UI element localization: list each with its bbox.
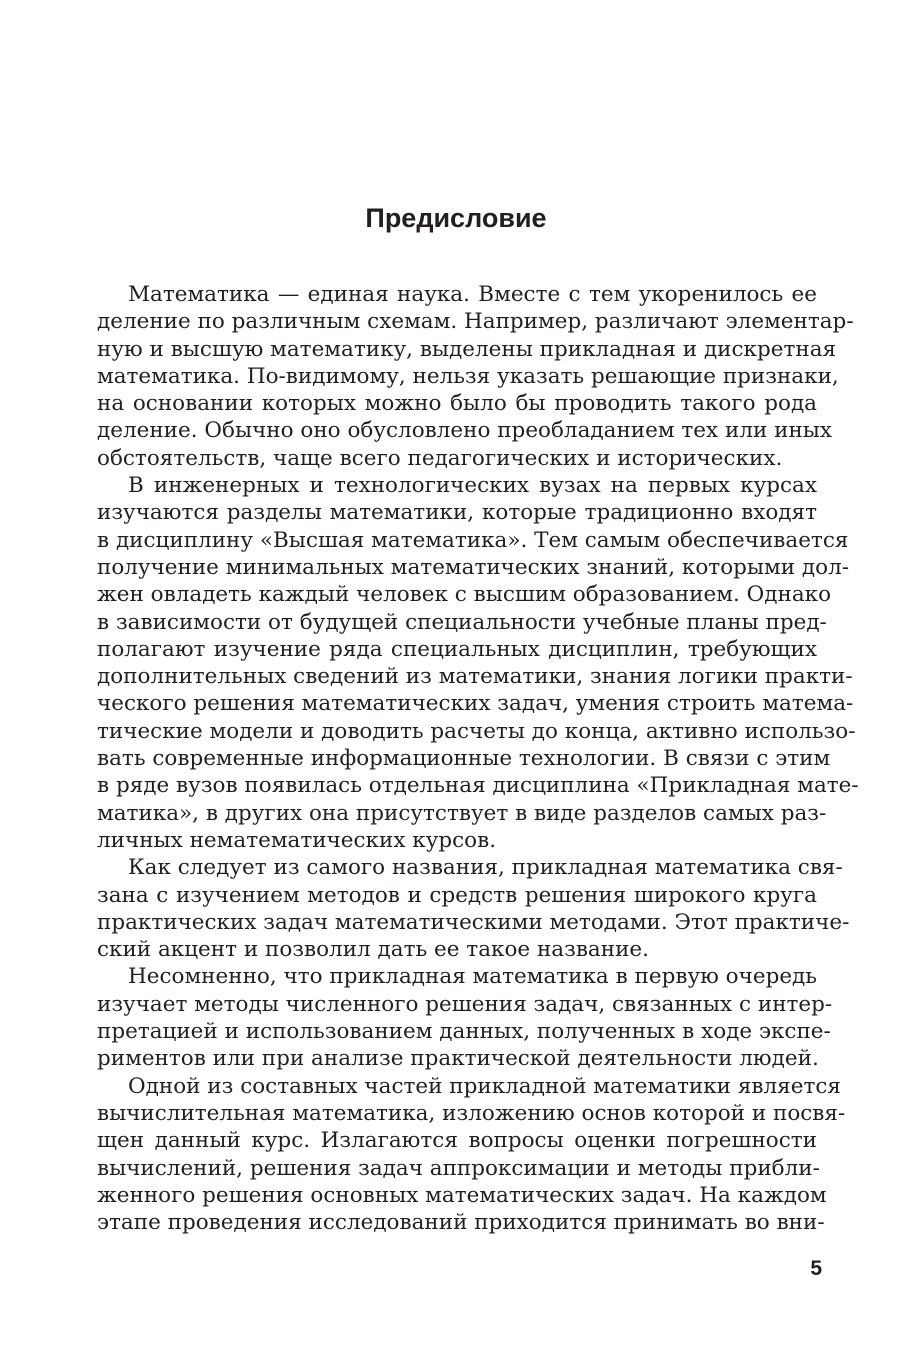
text-line: деление по различным схемам. Например, различают элементар- <box>97 309 854 335</box>
text-line: изучаются разделы математики, которые традиционно входят <box>97 500 817 526</box>
text-line: полагают изучение ряда специальных дисциплин, требующих <box>97 636 817 662</box>
text-line: матика», в других она присутствует в виде разделов самых раз- <box>97 800 827 826</box>
page-number: 5 <box>810 1257 822 1280</box>
text-line: вычислений, решения задач аппроксимации и методы прибли- <box>97 1155 820 1181</box>
text-line: обстоятельств, чаще всего педагогических и исторических. <box>97 445 783 471</box>
text-line: В инженерных и технологических вузах на первых курсах <box>128 473 817 499</box>
text-line: ческого решения математических задач, умения строить матема- <box>97 691 854 717</box>
text-line: получение минимальных математических знаний, которыми дол- <box>97 554 850 580</box>
text-line: Несомненно, что прикладная математика в первую очередь <box>128 964 817 990</box>
text-line: щен данный курс. Излагаются вопросы оценки погрешности <box>97 1128 817 1154</box>
paragraph-1 <box>97 281 854 472</box>
text-line: математика. По-видимому, нельзя указать решающие признаки, <box>97 363 839 389</box>
text-line: в ряде вузов появилась отдельная дисциплина «Прикладная мате- <box>97 773 859 799</box>
text-line: этапе проведения исследований приходится принимать во вни- <box>97 1210 825 1236</box>
text-line: Одной из составных частей прикладной математики является <box>128 1073 841 1099</box>
text-line: женного решения основных математических задач. На каждом <box>97 1182 827 1208</box>
page-title: Предисловие <box>365 203 547 233</box>
text-line: в зависимости от будущей специальности учебные планы пред- <box>97 609 827 635</box>
text-line: риментов или при анализе практической деятельности людей. <box>97 1046 819 1072</box>
text-line: изучает методы численного решения задач, связанных с интер- <box>97 991 833 1017</box>
text-line: вычислительная математика, изложению основ которой и посвя- <box>97 1100 846 1126</box>
paragraph-2 <box>97 472 859 854</box>
paragraph-3 <box>97 854 850 963</box>
text-line: Математика — единая наука. Вместе с тем укоренилось ее <box>128 282 817 307</box>
text-line: в дисциплину «Высшая математика». Тем самым обеспечивается <box>97 527 849 553</box>
text-line: на основании которых можно было бы проводить такого рода <box>97 391 817 417</box>
body-text <box>97 281 859 1236</box>
text-line: деление. Обычно оно обусловлено преобладанием тех или иных <box>97 418 833 444</box>
text-line: жен овладеть каждый человек с высшим образованием. Однако <box>97 582 832 608</box>
text-line: Как следует из самого названия, прикладная математика свя- <box>128 855 843 881</box>
text-line: ную и высшую математику, выделены прикладная и дискретная <box>97 336 837 362</box>
text-line: зана с изучением методов и средств решения широкого круга <box>97 882 817 908</box>
text-line: претацией и использованием данных, полученных в ходе экспе- <box>97 1019 831 1045</box>
text-line: практических задач математическими методами. Этот практиче- <box>97 909 850 935</box>
text-line: вать современные информационные технологии. В связи с этим <box>97 746 831 772</box>
text-line: ский акцент и позволил дать ее такое название. <box>97 937 649 963</box>
text-line: дополнительных сведений из математики, знания логики практи- <box>97 664 853 690</box>
paragraph-5 <box>97 1073 846 1237</box>
text-line: тические модели и доводить расчеты до конца, активно использо- <box>97 718 856 744</box>
text-line: личных нематематических курсов. <box>97 827 497 853</box>
paragraph-4 <box>97 963 833 1072</box>
